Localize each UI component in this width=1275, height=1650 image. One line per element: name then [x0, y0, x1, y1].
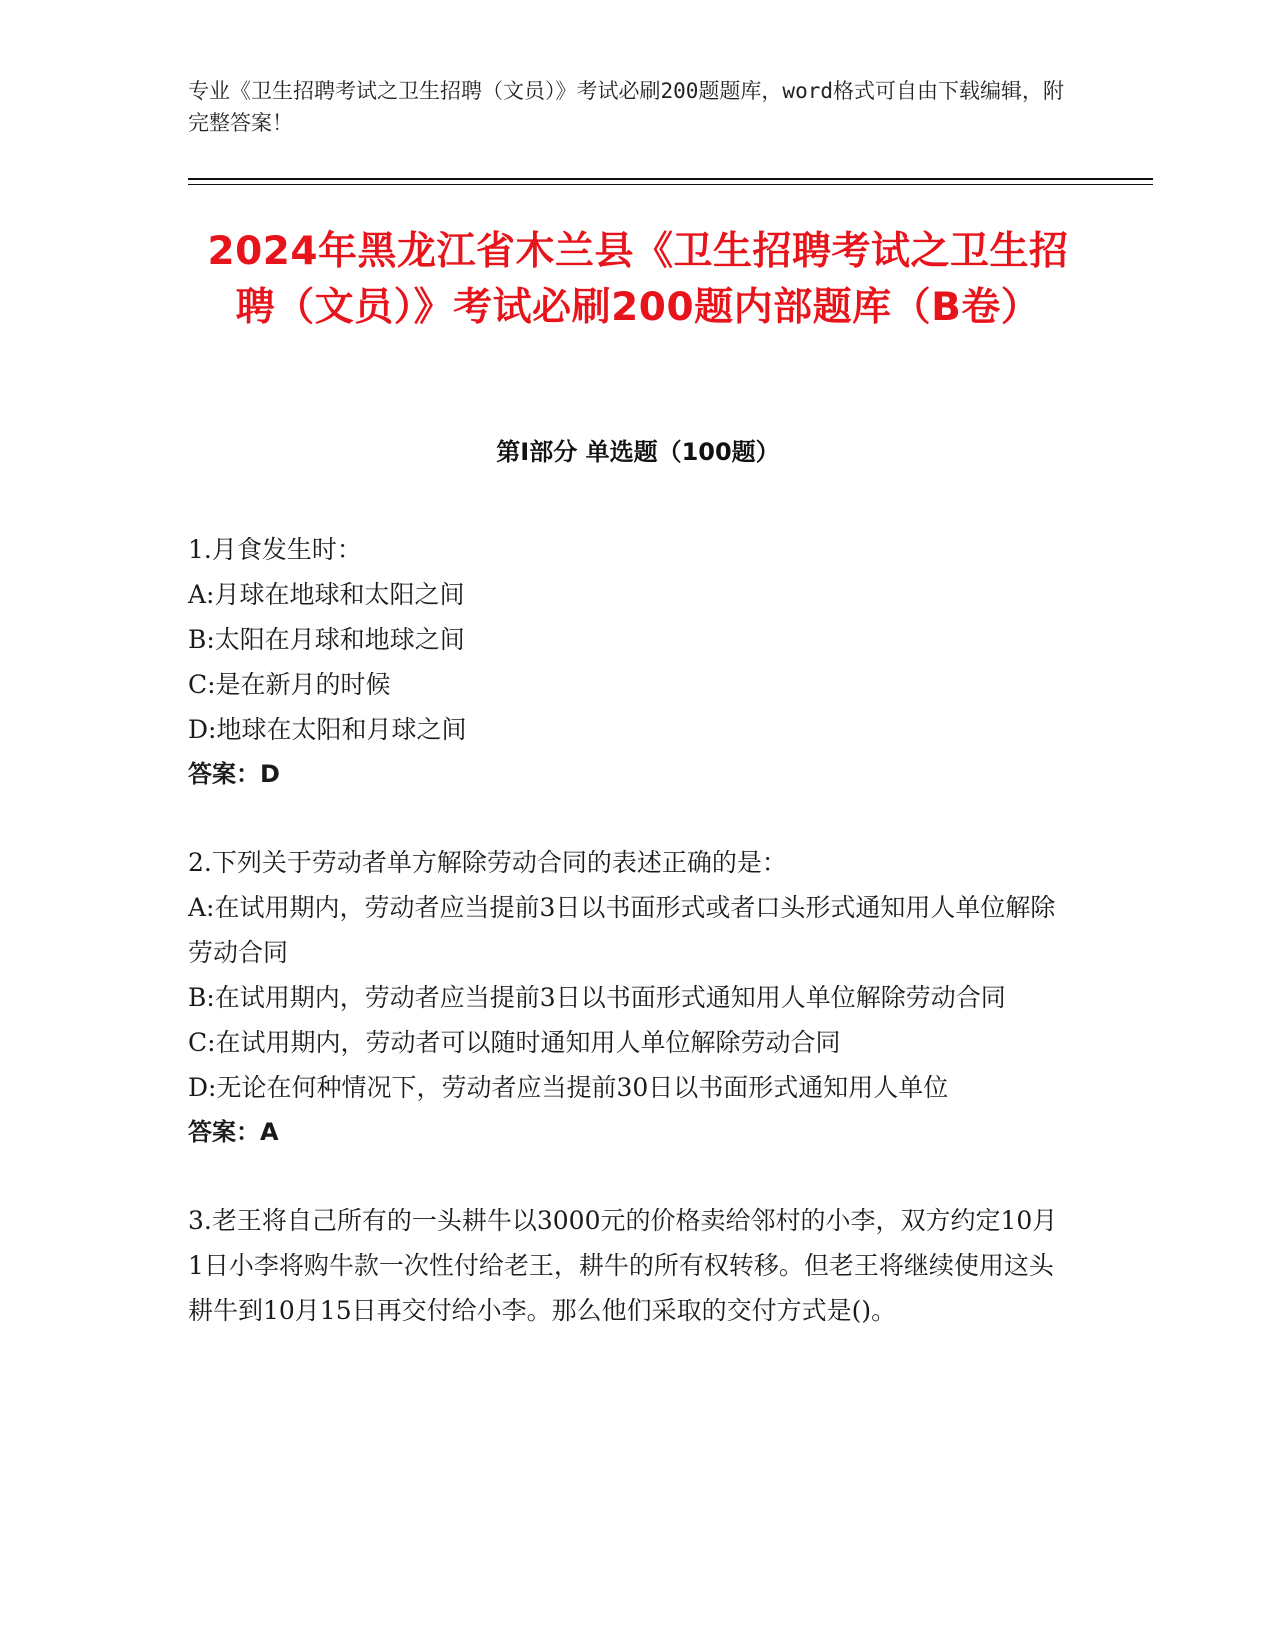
question-stem: 1.月食发生时：	[188, 535, 362, 564]
header-note: 专业《卫生招聘考试之卫生招聘（文员）》考试必刷200题题库，word格式可自由下载编辑，附完整答案！	[188, 79, 1064, 135]
option-a: A:月球在地球和太阳之间	[188, 580, 465, 609]
question-2	[188, 840, 1073, 1155]
answer-line: 答案：A	[188, 1118, 279, 1146]
question-stem: 3.老王将自己所有的一头耕牛以3000元的价格卖给邻村的小李，双方约定10月1日小李将购牛款一次性付给老王，耕牛的所有权转移。但老王将继续使用这头耕牛到10月15日再交付给小李。那么他们采取的交付方式是()。	[188, 1206, 1058, 1325]
question-stem: 2.下列关于劳动者单方解除劳动合同的表述正确的是：	[188, 848, 787, 877]
option-a: A:在试用期内，劳动者应当提前3日以书面形式或者口头形式通知用人单位解除劳动合同	[188, 893, 1056, 967]
section-heading: 第Ⅰ部分 单选题（100题）	[496, 438, 780, 466]
option-d: D:无论在何种情况下，劳动者应当提前30日以书面形式通知用人单位	[188, 1073, 949, 1102]
question-3	[188, 1198, 1073, 1333]
option-c: C:是在新月的时候	[188, 670, 391, 699]
question-1	[188, 527, 1073, 797]
document-title: 2024年黑龙江省木兰县《卫生招聘考试之卫生招聘（文员）》考试必刷200题内部题库（B卷）	[207, 229, 1069, 330]
header-divider-thick	[188, 178, 1153, 180]
header-divider-thin	[188, 184, 1153, 185]
option-c: C:在试用期内，劳动者可以随时通知用人单位解除劳动合同	[188, 1028, 841, 1057]
option-b: B:在试用期内，劳动者应当提前3日以书面形式通知用人单位解除劳动合同	[188, 983, 1006, 1012]
question-list	[188, 527, 1073, 1333]
option-b: B:太阳在月球和地球之间	[188, 625, 465, 654]
option-d: D:地球在太阳和月球之间	[188, 715, 467, 744]
answer-line: 答案：D	[188, 760, 280, 788]
